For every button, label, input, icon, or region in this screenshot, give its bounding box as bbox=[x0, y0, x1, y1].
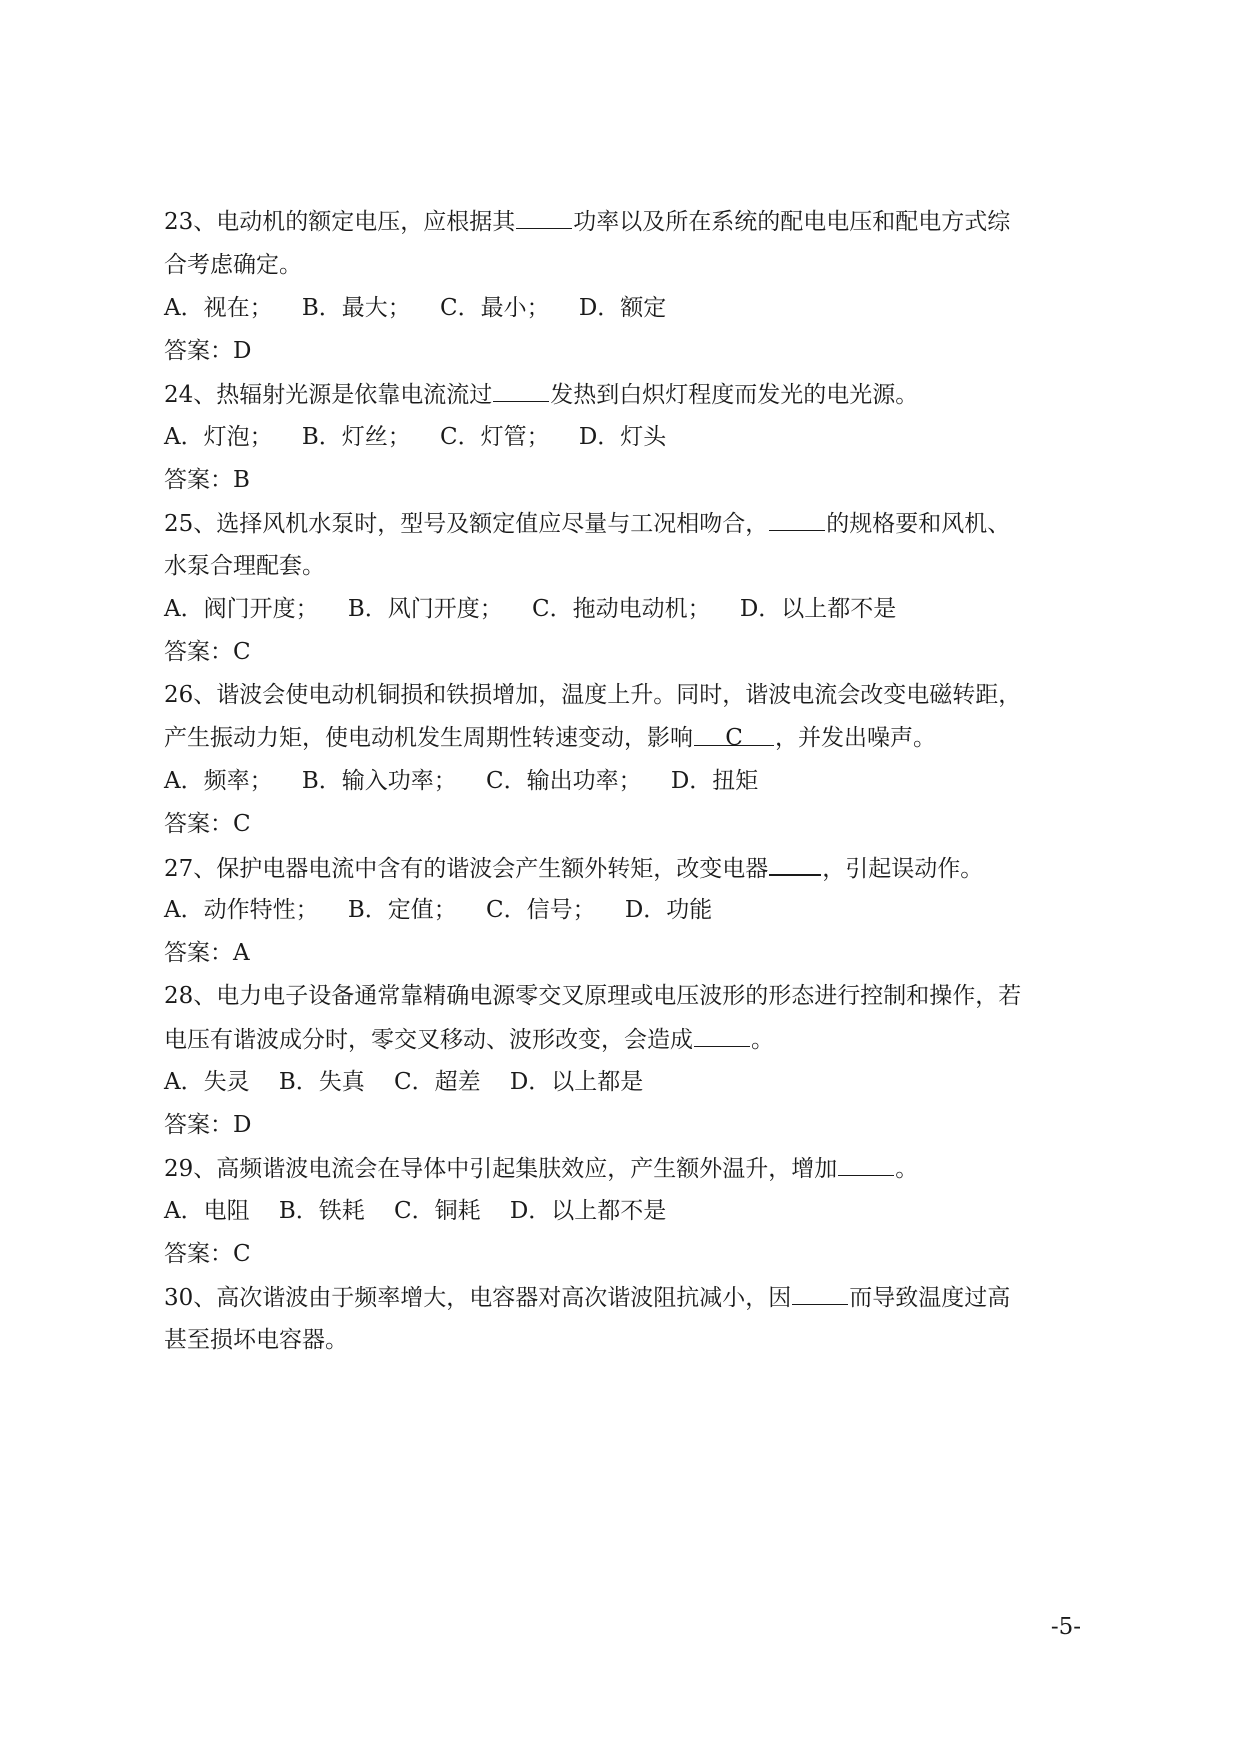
question-text: 24、热辐射光源是依靠电流流过 bbox=[164, 382, 493, 408]
question-25-stem-line-2 bbox=[164, 551, 325, 581]
question-text: ，并发出噪声。 bbox=[775, 725, 936, 751]
answer-blank bbox=[516, 206, 572, 229]
question-27-options: A．动作特性； B．定值； C．信号； D．功能 bbox=[164, 897, 713, 923]
question-25-stem-line-1 bbox=[164, 508, 1010, 539]
question-text: 功率以及所在系统的配电电压和配电方式综 bbox=[573, 209, 1011, 235]
question-text: 26、谐波会使电动机铜损和铁损增加，温度上升。同时，谐波电流会改变电磁转距， bbox=[164, 682, 1022, 708]
question-text: 电压有谐波成分时，零交叉移动、波形改变，会造成 bbox=[164, 1027, 693, 1053]
answer-blank bbox=[769, 508, 825, 531]
question-text: 30、高次谐波由于频率增大，电容器对高次谐波阻抗减小，因 bbox=[164, 1285, 792, 1311]
question-28-options: A．失灵 B．失真 C．超差 D．以上都是 bbox=[164, 1069, 644, 1095]
question-text: 发热到白炽灯程度而发光的电光源。 bbox=[550, 382, 919, 408]
question-25-options: A．阀门开度； B．风门开度； C．拖动电动机； D．以上都不是 bbox=[164, 596, 897, 622]
question-26-answer: 答案：C bbox=[164, 811, 251, 837]
question-24-options: A．灯泡； B．灯丝； C．灯管； D．灯头 bbox=[164, 424, 667, 450]
answer-blank bbox=[838, 1153, 894, 1176]
question-28-stem-line-2 bbox=[164, 1024, 774, 1055]
question-30-stem-line-1 bbox=[164, 1282, 1010, 1313]
question-text: 水泵合理配套。 bbox=[164, 553, 325, 579]
question-24-answer: 答案：B bbox=[164, 467, 250, 493]
question-24-stem-line-1 bbox=[164, 379, 918, 410]
question-28-answer: 答案：D bbox=[164, 1112, 252, 1138]
question-text: 而导致温度过高 bbox=[849, 1285, 1011, 1311]
question-26-options: A．频率； B．输入功率； C．输出功率； D．扭矩 bbox=[164, 768, 759, 794]
question-23-options: A．视在； B．最大； C．最小； D．额定 bbox=[164, 295, 667, 321]
answer-blank bbox=[493, 379, 549, 402]
question-30-stem-line-2 bbox=[164, 1325, 348, 1355]
question-27-stem-line-1 bbox=[164, 852, 983, 884]
question-28-stem-line-1 bbox=[164, 981, 1021, 1011]
question-25-answer: 答案：C bbox=[164, 639, 251, 665]
question-23-stem-line-2 bbox=[164, 250, 302, 280]
question-text: 28、电力电子设备通常靠精确电源零交叉原理或电压波形的形态进行控制和操作，若 bbox=[164, 983, 1022, 1009]
question-26-stem-line-1 bbox=[164, 680, 1021, 710]
answer-blank bbox=[694, 1024, 750, 1047]
question-text: 合考虑确定。 bbox=[164, 252, 302, 278]
question-text: 的规格要和风机、 bbox=[826, 511, 1011, 537]
question-23-answer: 答案：D bbox=[164, 338, 252, 364]
question-text: 23、电动机的额定电压，应根据其 bbox=[164, 209, 516, 235]
question-23-stem-line-1 bbox=[164, 206, 1010, 237]
question-27-answer: 答案：A bbox=[164, 940, 250, 966]
page-number: -5- bbox=[1050, 1614, 1081, 1640]
answer-blank: C bbox=[694, 723, 774, 746]
question-text: 甚至损坏电容器。 bbox=[164, 1327, 348, 1353]
question-text: ，引起误动作。 bbox=[822, 856, 984, 882]
question-29-options: A．电阻 B．铁耗 C．铜耗 D．以上都不是 bbox=[164, 1198, 667, 1224]
question-29-stem-line-1 bbox=[164, 1153, 918, 1184]
question-text: 。 bbox=[895, 1156, 919, 1182]
answer-blank bbox=[792, 1282, 848, 1305]
question-29-answer: 答案：C bbox=[164, 1241, 251, 1267]
question-text: 29、高频谐波电流会在导体中引起集肤效应，产生额外温升，增加 bbox=[164, 1156, 838, 1182]
question-text: 25、选择风机水泵时，型号及额定值应尽量与工况相吻合， bbox=[164, 511, 769, 537]
answer-blank bbox=[769, 852, 821, 876]
question-text: 27、保护电器电流中含有的谐波会产生额外转矩，改变电器 bbox=[164, 856, 769, 882]
question-26-stem-line-2 bbox=[164, 723, 936, 753]
question-text: 产生振动力矩，使电动机发生周期性转速变动，影响 bbox=[164, 725, 693, 751]
question-text: 。 bbox=[751, 1027, 774, 1053]
